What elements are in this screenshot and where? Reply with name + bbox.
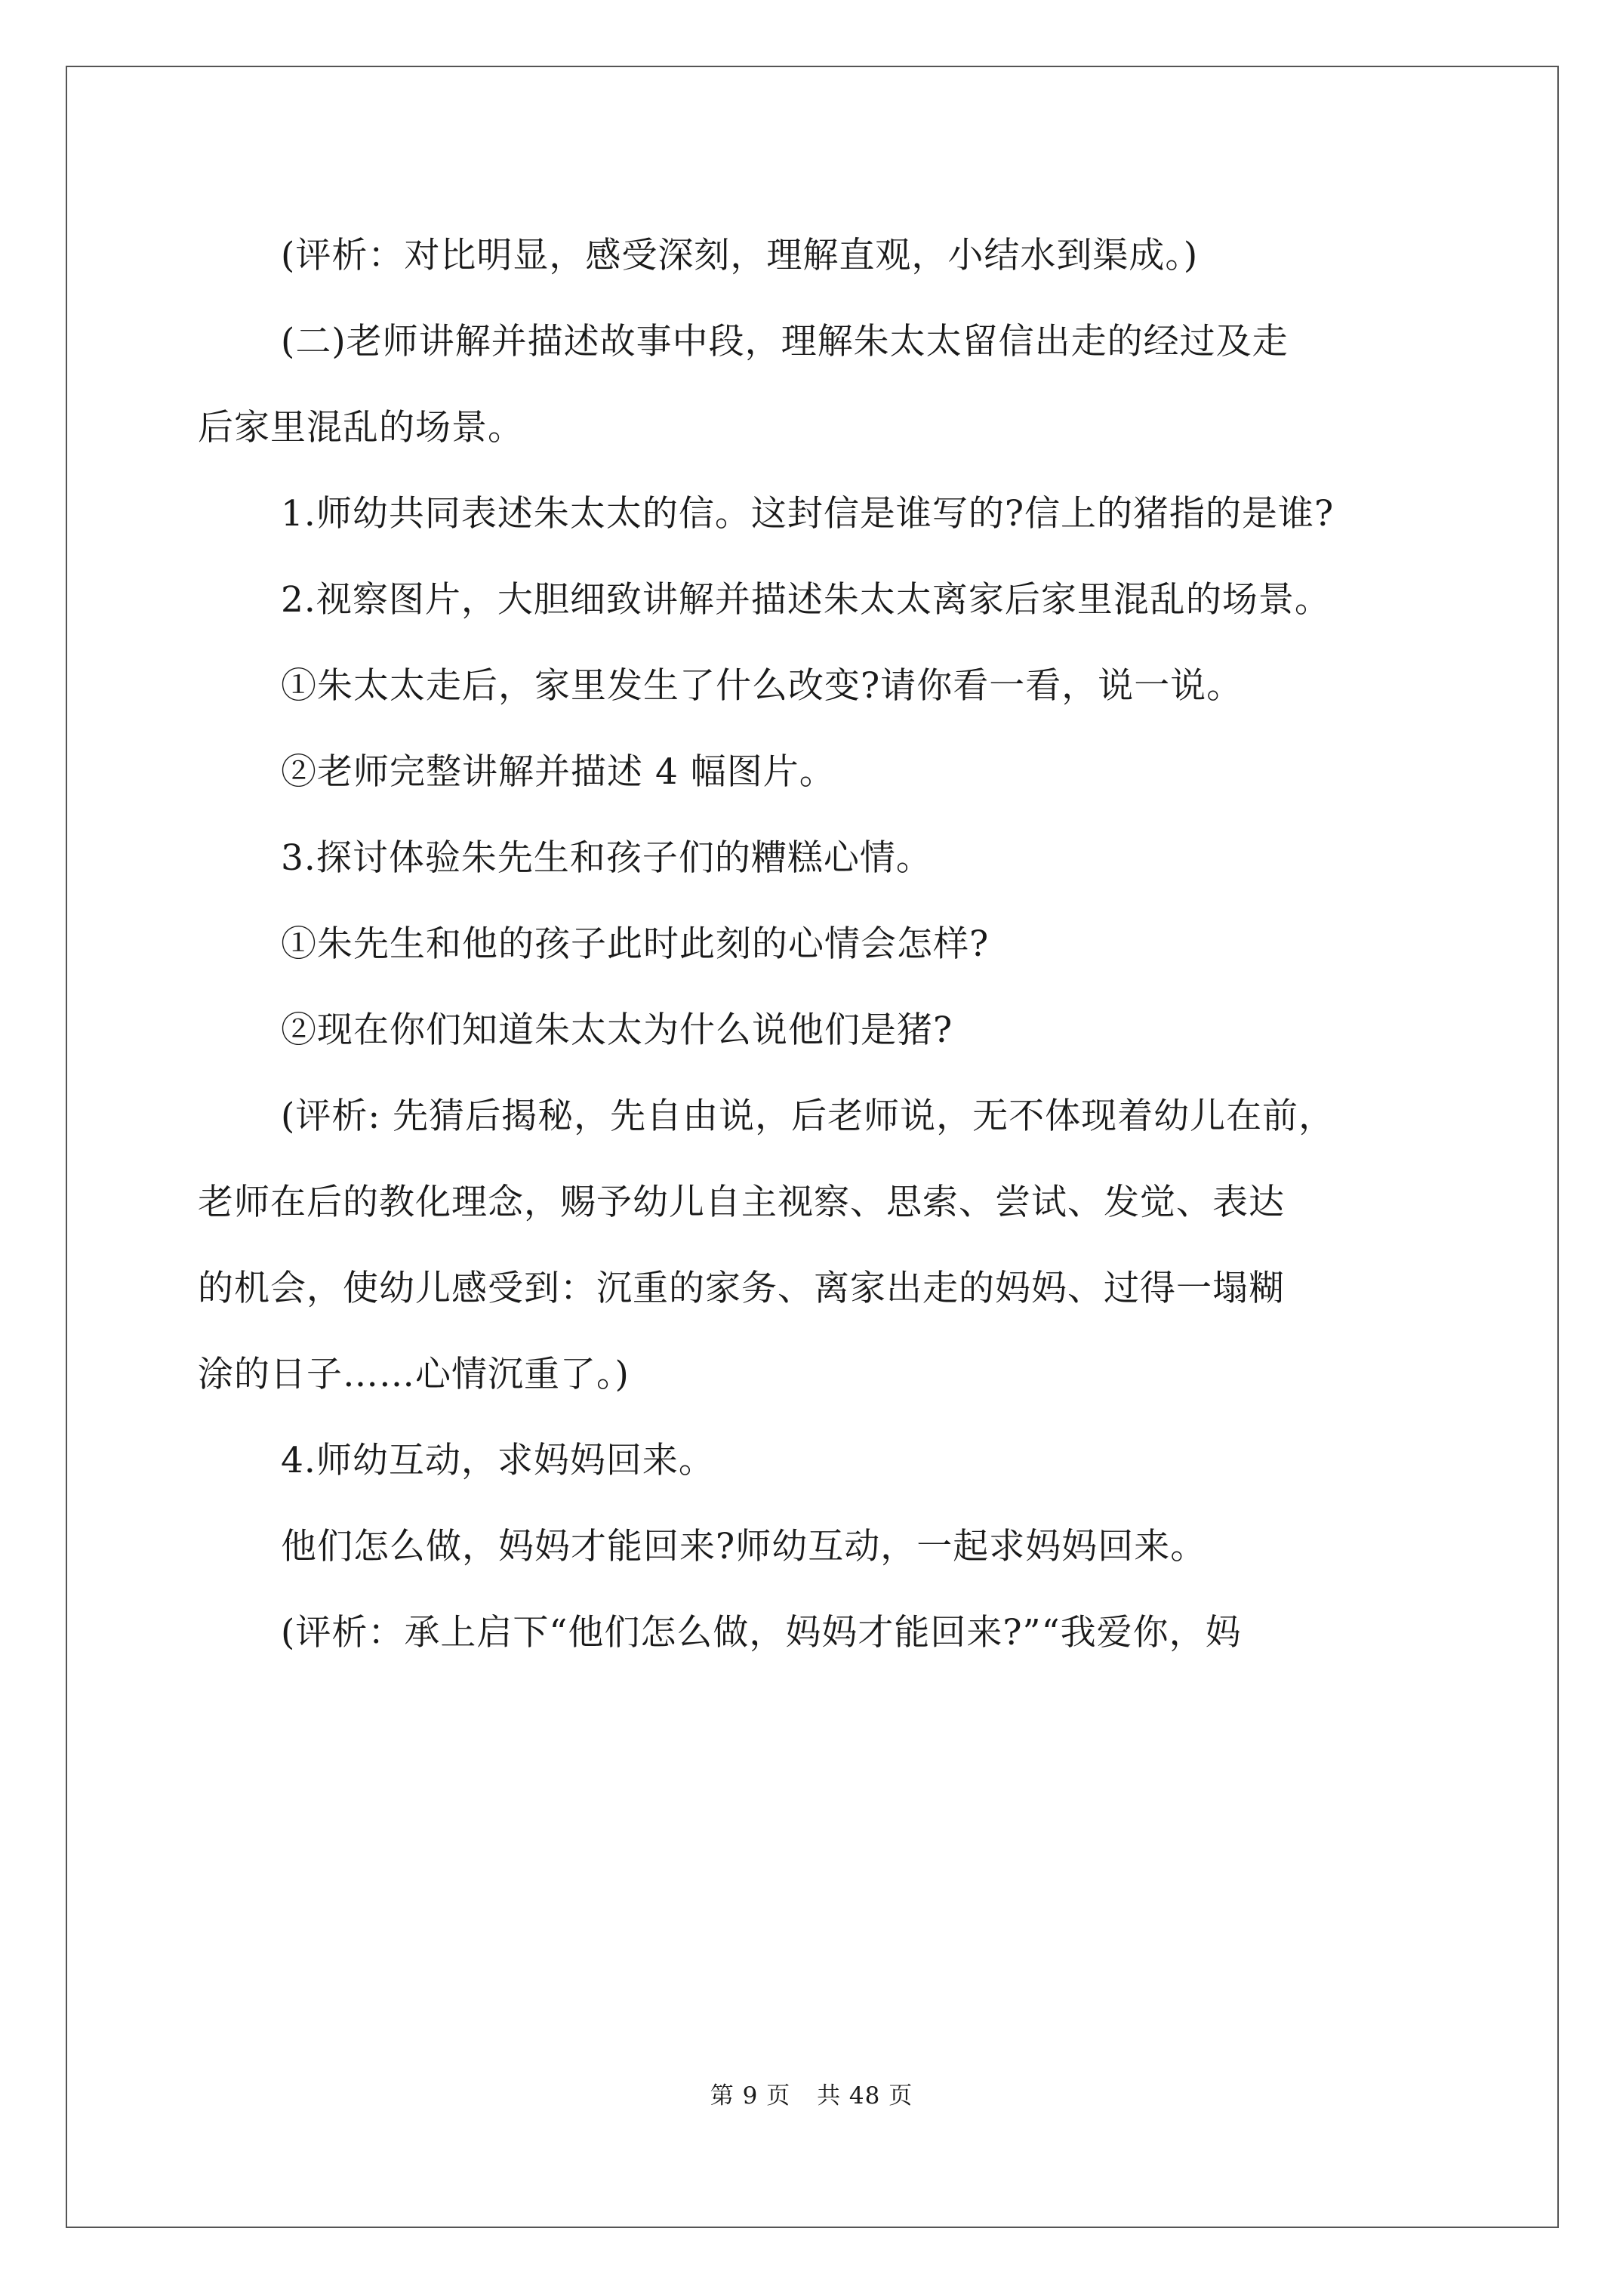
paragraph: 4.师幼互动，求妈妈回来。 xyxy=(281,1440,715,1481)
paragraph: 的机会，使幼儿感受到：沉重的家务、离家出走的妈妈、过得一塌糊 xyxy=(198,1268,1285,1309)
paragraph: 2.视察图片，大胆细致讲解并描述朱太太离家后家里混乱的场景。 xyxy=(281,579,1331,621)
paragraph: 涂的日子……心情沉重了。) xyxy=(198,1354,630,1395)
paragraph: 后家里混乱的场景。 xyxy=(198,407,524,448)
paragraph: 老师在后的教化理念，赐予幼儿自主视察、思索、尝试、发觉、表达 xyxy=(198,1182,1285,1223)
page-number: 第 9 页 xyxy=(710,2082,791,2110)
paragraph: (评析: 先猜后揭秘，先自由说，后老师说，无不体现着幼儿在前， xyxy=(281,1096,1335,1137)
document-body xyxy=(198,213,1436,1676)
paragraph: ①朱太太走后，家里发生了什么改变?请你看一看，说一说。 xyxy=(281,665,1243,707)
paragraph: 3.探讨体验朱先生和孩子们的糟糕心情。 xyxy=(281,837,932,879)
paragraph: (评析：对比明显，感受深刻，理解直观，小结水到渠成。) xyxy=(281,235,1199,276)
paragraph: 1.师幼共同表述朱太太的信。这封信是谁写的?信上的猪指的是谁? xyxy=(281,493,1335,535)
paragraph: (评析：承上启下“他们怎么做，妈妈才能回来?”“我爱你，妈 xyxy=(281,1612,1242,1653)
paragraph: ②现在你们知道朱太太为什么说他们是猪? xyxy=(281,1009,953,1051)
paragraph: ②老师完整讲解并描述 4 幅图片。 xyxy=(281,751,836,793)
paragraph: 他们怎么做，妈妈才能回来?师幼互动，一起求妈妈回来。 xyxy=(281,1526,1207,1567)
paragraph: (二)老师讲解并描述故事中段，理解朱太太留信出走的经过及走 xyxy=(281,321,1289,362)
page-total: 共 48 页 xyxy=(817,2082,913,2110)
page-footer xyxy=(0,2076,1623,2110)
paragraph: ①朱先生和他的孩子此时此刻的心情会怎样? xyxy=(281,923,990,965)
